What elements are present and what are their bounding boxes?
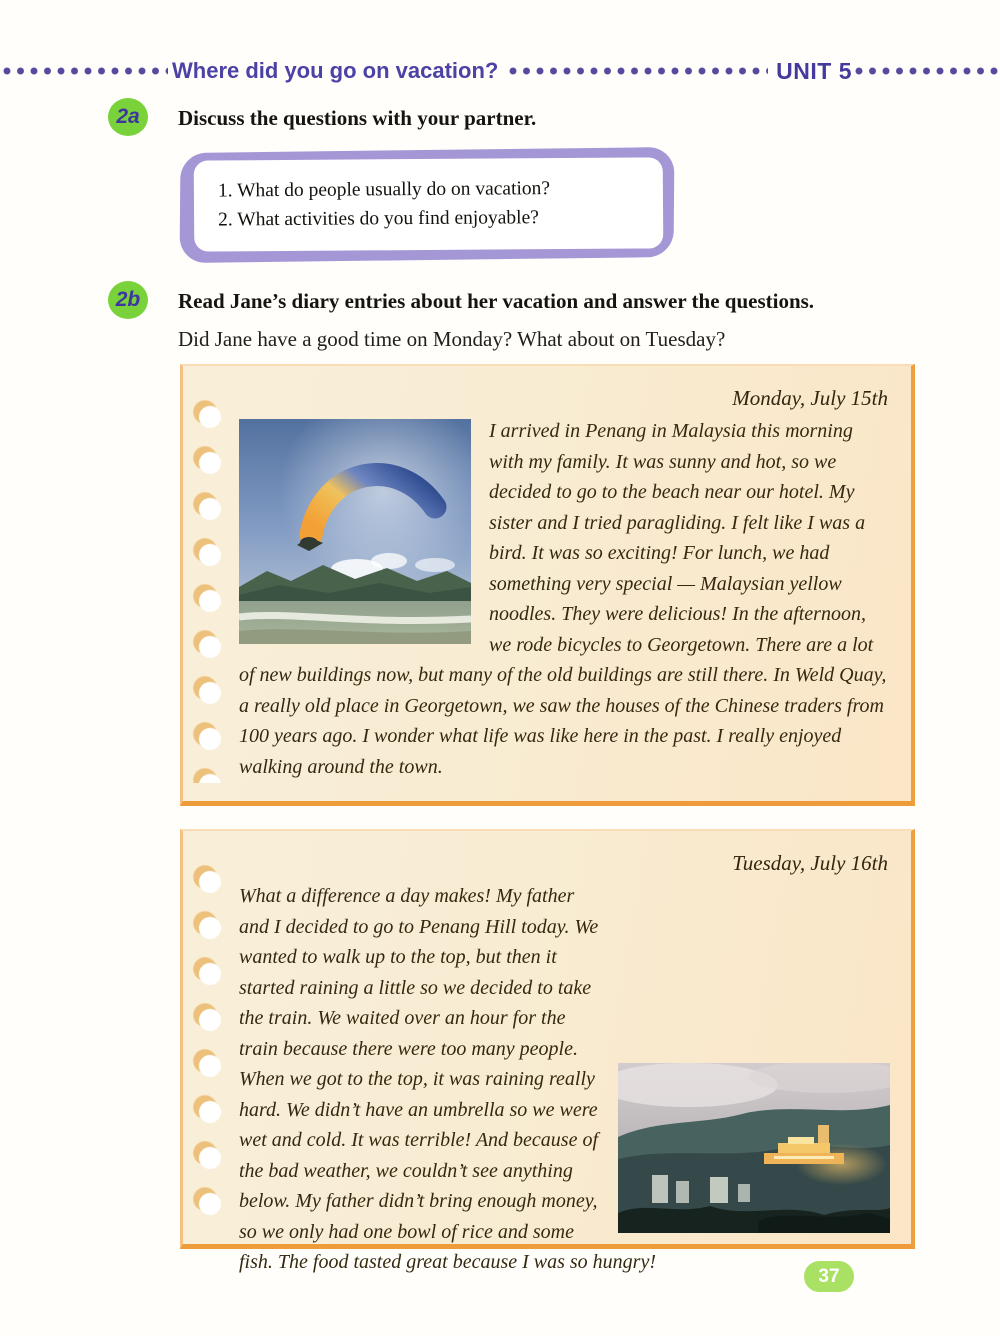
penang-hill-photo-graphic (618, 1063, 890, 1233)
paragliding-photo (239, 419, 471, 644)
diary-date-monday: Monday, July 15th (732, 386, 888, 410)
paragliding-photo-graphic (239, 419, 471, 644)
diary-text-monday: I arrived in Penang in Malaysia this morning with my family. It was sunny and hot, so we decided to go to the beach near our hotel. My sister and I tried paragliding. I felt like I was a bird. It was so exciting! For lunch, we had something very special — Malaysian yellow noodles. They were delicious! In the afternoon, we rode bicycles to Georgetown. There are a lot of new buildings now, but many of the old buildings are still there. In Weld Quay, a really old place in Georgetown, we saw the houses of the Chinese traders from 100 years ago. I wonder what life was like here in the past. I really enjoyed walking around the town. (239, 420, 887, 778)
questions-box-inner (194, 157, 664, 251)
lesson-title: Where did you go on vacation? (172, 58, 499, 83)
questions-box (180, 147, 675, 263)
penang-hill-photo (618, 1063, 890, 1233)
header-dots-right (852, 67, 1000, 75)
header-dots-middle (506, 67, 768, 75)
punched-holes (191, 392, 227, 783)
section-2a-badge: 2a (108, 98, 148, 136)
page-header (0, 58, 1000, 84)
diary-text-tuesday: What a difference a day makes! My father and I decided to go to Penang Hill today. We wanted to walk up to the top, but then it started raining a little so we decided to take the train. We waited over an hour for the train because there were too many people. When we got to the top, it was raining really hard. We didn’t have an umbrella so we were wet and cold. It was terrible! And because of the bad weather, we couldn’t see anything below. My father didn’t bring enough money, so we only had one bowl of rice and some fish. The food tasted great because I was so hungry! (239, 885, 657, 1273)
section-2b-prompt: Did Jane have a good time on Monday? What about on Tuesday? (178, 327, 726, 351)
diary-text-tuesday-wrap (239, 881, 890, 1278)
diary-entry-monday (180, 364, 915, 806)
section-2a-instruction: Discuss the questions with your partner. (178, 106, 537, 130)
question-1: 1. What do people usually do on vacation? (217, 178, 551, 202)
unit-label: UNIT 5 (776, 57, 852, 84)
section-2b-instruction: Read Jane’s diary entries about her vacation and answer the questions. (178, 289, 815, 313)
header-dots-left (0, 67, 168, 75)
page-number-badge: 37 (804, 1261, 854, 1292)
section-2b-badge: 2b (108, 281, 148, 319)
diary-entry-tuesday (180, 829, 915, 1273)
diary-entry-monday-body (239, 386, 890, 782)
punched-holes (191, 857, 227, 1226)
diary-date-tuesday: Tuesday, July 16th (732, 851, 888, 875)
question-2: 2. What activities do you find enjoyable? (218, 207, 539, 231)
diary-entry-tuesday-body (239, 851, 890, 1278)
diary-text-monday-wrap (239, 416, 890, 782)
